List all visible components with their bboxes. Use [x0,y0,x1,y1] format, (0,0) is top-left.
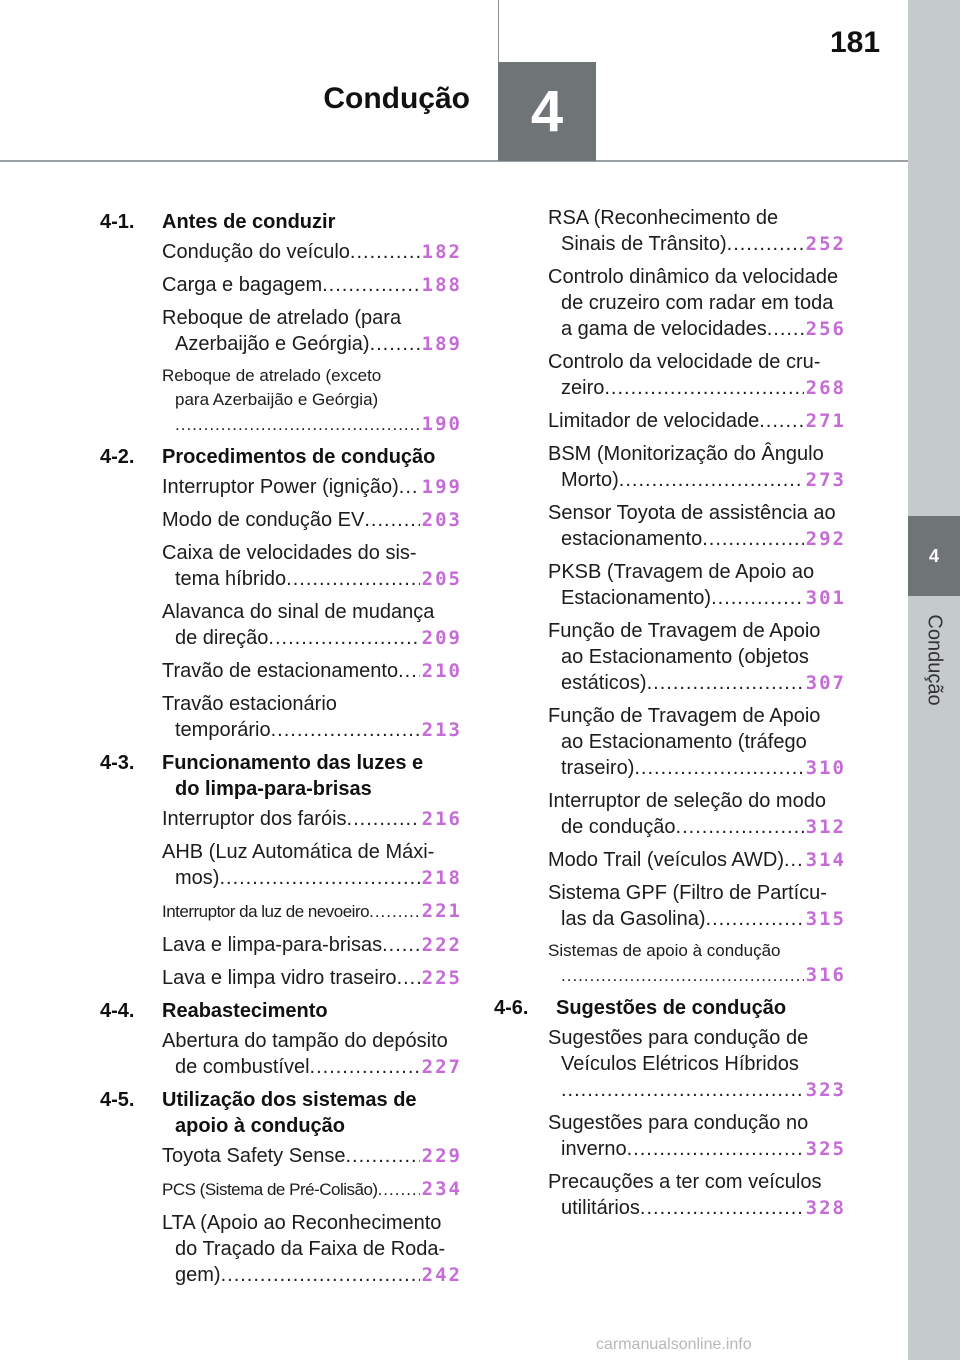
toc-section-heading [494,995,846,1021]
page-link[interactable]: 307 [805,672,846,694]
entry-title-line: ao Estacionamento (objetos [561,646,809,668]
entry-title-line: de cruzeiro com radar em toda [561,292,834,314]
entry-title-line: Controlo da velocidade de cru- [548,351,821,373]
entry-title-line: a gama de velocidades [561,318,767,340]
section-title-line: Antes de conduzir [162,211,336,233]
dot-leader [347,806,420,832]
toc-entry[interactable] [548,408,846,434]
page-link[interactable]: 268 [805,377,846,399]
entry-title-line: Controlo dinâmico da velocidade [548,266,839,288]
chapter-title: Condução [323,82,470,115]
entry-title-line: Sistemas de apoio à condução [548,941,781,960]
entry-title-line: Sinais de Trânsito) [561,233,727,255]
toc-entry[interactable] [548,349,846,401]
entry-title-line: inverno [561,1138,627,1160]
entry-title-line: Azerbaijão e Geórgia) [175,333,370,355]
page-link[interactable]: 229 [421,1145,462,1167]
dot-leader [364,507,419,533]
entry-title-line: BSM (Monitorização do Ângulo [548,443,824,465]
page-link[interactable]: 188 [421,274,462,296]
entry-title-line: Caixa de velocidades do sis- [162,542,417,564]
page-link[interactable]: 203 [421,509,462,531]
entry-title-line: ao Estacionamento (tráfego [561,731,807,753]
section-title [162,444,462,470]
section-title-line: Sugestões de condução [556,997,787,1019]
toc-right-column [494,205,846,1228]
entry-title-line: Interruptor dos faróis [162,808,347,830]
dot-leader [286,566,420,592]
toc-entry[interactable] [162,1176,462,1203]
toc-entry[interactable] [162,839,462,891]
header-divider [498,0,499,62]
entry-title-line: do Traçado da Faixa de Roda- [175,1238,446,1260]
page-link[interactable]: 222 [421,934,462,956]
side-tab-label: Condução [923,614,946,706]
section-number: 4-6. [494,997,529,1019]
page-number: 181 [829,26,881,59]
entry-title-line: Toyota Safety Sense [162,1145,346,1167]
dot-leader [345,1143,419,1169]
toc-left-column [100,205,462,1295]
page-link[interactable]: 199 [421,476,462,498]
toc-section-heading [100,1087,462,1139]
page-link[interactable]: 252 [805,233,846,255]
entry-title-line: Travão estacionário [162,693,337,715]
toc-entry[interactable] [548,618,846,696]
chapter-number-box: 4 [498,62,596,161]
dot-leader [310,1054,420,1080]
dot-leader [219,865,419,891]
entry-title-line: Sensor Toyota de assistência ao [548,502,836,524]
entry-title-line: zeiro [561,377,605,399]
section-title-line: Funcionamento das luzes e [162,752,424,774]
side-tab-chapter[interactable]: 4 [908,516,960,596]
dot-leader [561,1077,804,1103]
dot-leader [370,331,420,357]
toc-entry[interactable] [548,559,846,611]
toc-section-heading [100,444,462,470]
dot-leader [271,717,420,743]
dot-leader [221,1262,420,1288]
entry-title-line: Interruptor de seleção do modo [548,790,826,812]
entry-title-line: temporário [175,719,271,741]
toc-entry[interactable] [548,1110,846,1162]
toc-entry[interactable] [162,305,462,357]
toc-entry[interactable] [162,898,462,925]
dot-leader [382,932,420,958]
toc-entry[interactable] [162,272,462,298]
toc-entry[interactable] [162,1028,462,1080]
section-title [556,995,846,1021]
toc-section-heading [100,998,462,1024]
entry-title-line: utilitários [561,1197,640,1219]
entry-title-line: Morto) [561,469,619,491]
page-link[interactable]: 323 [805,1079,846,1101]
dot-leader [767,316,804,342]
entry-title-line: Abertura do tampão do depósito [162,1030,448,1052]
toc-entry[interactable] [162,1143,462,1169]
entry-title-line: Carga e bagagem [162,274,323,296]
toc-entry[interactable] [162,965,462,991]
entry-title-line: Reboque de atrelado (exceto [162,366,382,385]
entry-title-line: gem) [175,1264,221,1286]
entry-title-line: LTA (Apoio ao Reconhecimento [162,1212,442,1234]
page-link[interactable]: 218 [421,867,462,889]
watermark: carmanualsonline.info [596,1336,752,1353]
page-link[interactable]: 190 [421,413,462,435]
dot-leader [378,1177,420,1203]
dot-leader [640,1195,804,1221]
page-link[interactable]: 209 [421,627,462,649]
entry-title-line: Travão de estacionamento [162,660,399,682]
section-title-line: Procedimentos de condução [162,446,436,468]
dot-leader [634,755,803,781]
section-number: 4-3. [100,752,135,774]
page-link[interactable]: 234 [421,1178,462,1200]
entry-title-line: Precauções a ter com veículos [548,1171,822,1193]
entry-title-line: Função de Travagem de Apoio [548,705,821,727]
entry-title-line: PCS (Sistema de Pré-Colisão) [162,1180,378,1199]
entry-title-line: PKSB (Travagem de Apoio ao [548,561,815,583]
page-link[interactable]: 328 [805,1197,846,1219]
entry-title-line: de condução [561,816,676,838]
entry-title-line: Modo de condução EV [162,509,365,531]
entry-title-line: Sugestões para condução no [548,1112,809,1134]
page-link[interactable]: 312 [805,816,846,838]
dot-leader [727,231,804,257]
dot-leader [350,239,420,265]
page-link[interactable]: 225 [421,967,462,989]
toc-entry[interactable] [548,880,846,932]
page-link[interactable]: 213 [421,719,462,741]
page-link[interactable]: 271 [805,410,846,432]
dot-leader [647,670,804,696]
section-title-line: apoio à condução [175,1115,346,1137]
section-title-line: do limpa-para-brisas [175,778,372,800]
toc-entry[interactable] [162,691,462,743]
section-title-line: Reabastecimento [162,1000,328,1022]
entry-title-line: estáticos) [561,672,647,694]
page-link[interactable]: 205 [421,568,462,590]
entry-title-line: Modo Trail (veículos AWD) [548,849,784,871]
dot-leader [702,526,803,552]
dot-leader [398,658,420,684]
section-title-line: Utilização dos sistemas de [162,1089,417,1111]
dot-leader [619,467,804,493]
dot-leader [759,408,803,434]
entry-title-line: de direção [175,627,269,649]
toc-entry[interactable] [162,599,462,651]
toc-entry[interactable] [548,1025,846,1103]
entry-title-line: traseiro) [561,757,635,779]
section-number: 4-1. [100,211,135,233]
toc-entry[interactable] [162,1210,462,1288]
entry-title-line: RSA (Reconhecimento de [548,207,779,229]
page-link[interactable]: 227 [421,1056,462,1078]
entry-title-line: las da Gasolina) [561,908,706,930]
section-number: 4-4. [100,1000,135,1022]
dot-leader [399,474,420,500]
toc-entry[interactable] [162,540,462,592]
toc-entry[interactable] [548,205,846,257]
toc-entry[interactable] [548,500,846,552]
section-title [162,1087,462,1139]
dot-leader [561,964,804,988]
toc-section-heading [100,750,462,802]
toc-entry[interactable] [548,264,846,342]
toc-entry[interactable] [548,847,846,873]
section-number: 4-2. [100,446,135,468]
page-link[interactable]: 182 [421,241,462,263]
entry-title-line: mos) [175,867,220,889]
toc-entry[interactable] [162,507,462,533]
entry-title-line: Interruptor da luz de nevoeiro [162,902,370,921]
dot-leader [706,906,804,932]
entry-title-line: para Azerbaijão e Geórgia) [175,390,379,409]
entry-title-line: AHB (Luz Automática de Máxi- [162,841,435,863]
dot-leader [676,814,804,840]
section-title [162,750,462,802]
toc-entry[interactable] [162,658,462,684]
section-title [162,998,462,1024]
page-link[interactable]: 315 [805,908,846,930]
section-number: 4-5. [100,1089,135,1111]
page-link[interactable]: 292 [805,528,846,550]
dot-leader [268,625,419,651]
toc-entry[interactable] [548,703,846,781]
toc-entry[interactable] [548,788,846,840]
dot-leader [711,585,804,611]
page-link[interactable]: 256 [805,318,846,340]
page-link[interactable]: 301 [805,587,846,609]
toc-section-heading [100,209,462,235]
toc-entry[interactable] [548,1169,846,1221]
entry-title-line: Sugestões para condução de [548,1027,809,1049]
page-link[interactable]: 316 [805,964,846,986]
dot-leader [397,965,420,991]
entry-title-line: Função de Travagem de Apoio [548,620,821,642]
toc-entry[interactable] [548,441,846,493]
dot-leader [369,899,420,925]
entry-title-line: Sistema GPF (Filtro de Partícu- [548,882,827,904]
dot-leader [627,1136,804,1162]
entry-title-line: Veículos Elétricos Híbridos [561,1053,799,1075]
dot-leader [604,375,803,401]
entry-title-line: tema híbrido [175,568,287,590]
dot-leader [322,272,420,298]
toc-entry[interactable] [162,239,462,265]
page-link[interactable]: 242 [421,1264,462,1286]
entry-title-line: de combustível [175,1056,310,1078]
toc-entry[interactable] [162,932,462,958]
entry-title-line: Estacionamento) [561,587,712,609]
page-link[interactable]: 310 [805,757,846,779]
entry-title-line: Reboque de atrelado (para [162,307,402,329]
page-link[interactable]: 221 [421,900,462,922]
toc-entry[interactable] [548,939,846,988]
entry-title-line: Condução do veículo [162,241,350,263]
toc-entry[interactable] [162,474,462,500]
page-link[interactable]: 273 [805,469,846,491]
page-link[interactable]: 314 [805,849,846,871]
entry-title-line: Lava e limpa vidro traseiro [162,967,397,989]
entry-title-line: Interruptor Power (ignição) [162,476,399,498]
page-link[interactable]: 325 [805,1138,846,1160]
page-link[interactable]: 216 [421,808,462,830]
page-link[interactable]: 189 [421,333,462,355]
entry-title-line: Lava e limpa-para-brisas [162,934,383,956]
section-title [162,209,462,235]
entry-title-line: estacionamento [561,528,703,550]
dot-leader [784,847,804,873]
toc-entry[interactable] [162,806,462,832]
page-link[interactable]: 210 [421,660,462,682]
toc-entry[interactable] [162,364,462,437]
entry-title-line: Limitador de velocidade [548,410,760,432]
dot-leader [175,413,420,437]
entry-title-line: Alavanca do sinal de mudança [162,601,435,623]
header-rule [0,160,908,162]
